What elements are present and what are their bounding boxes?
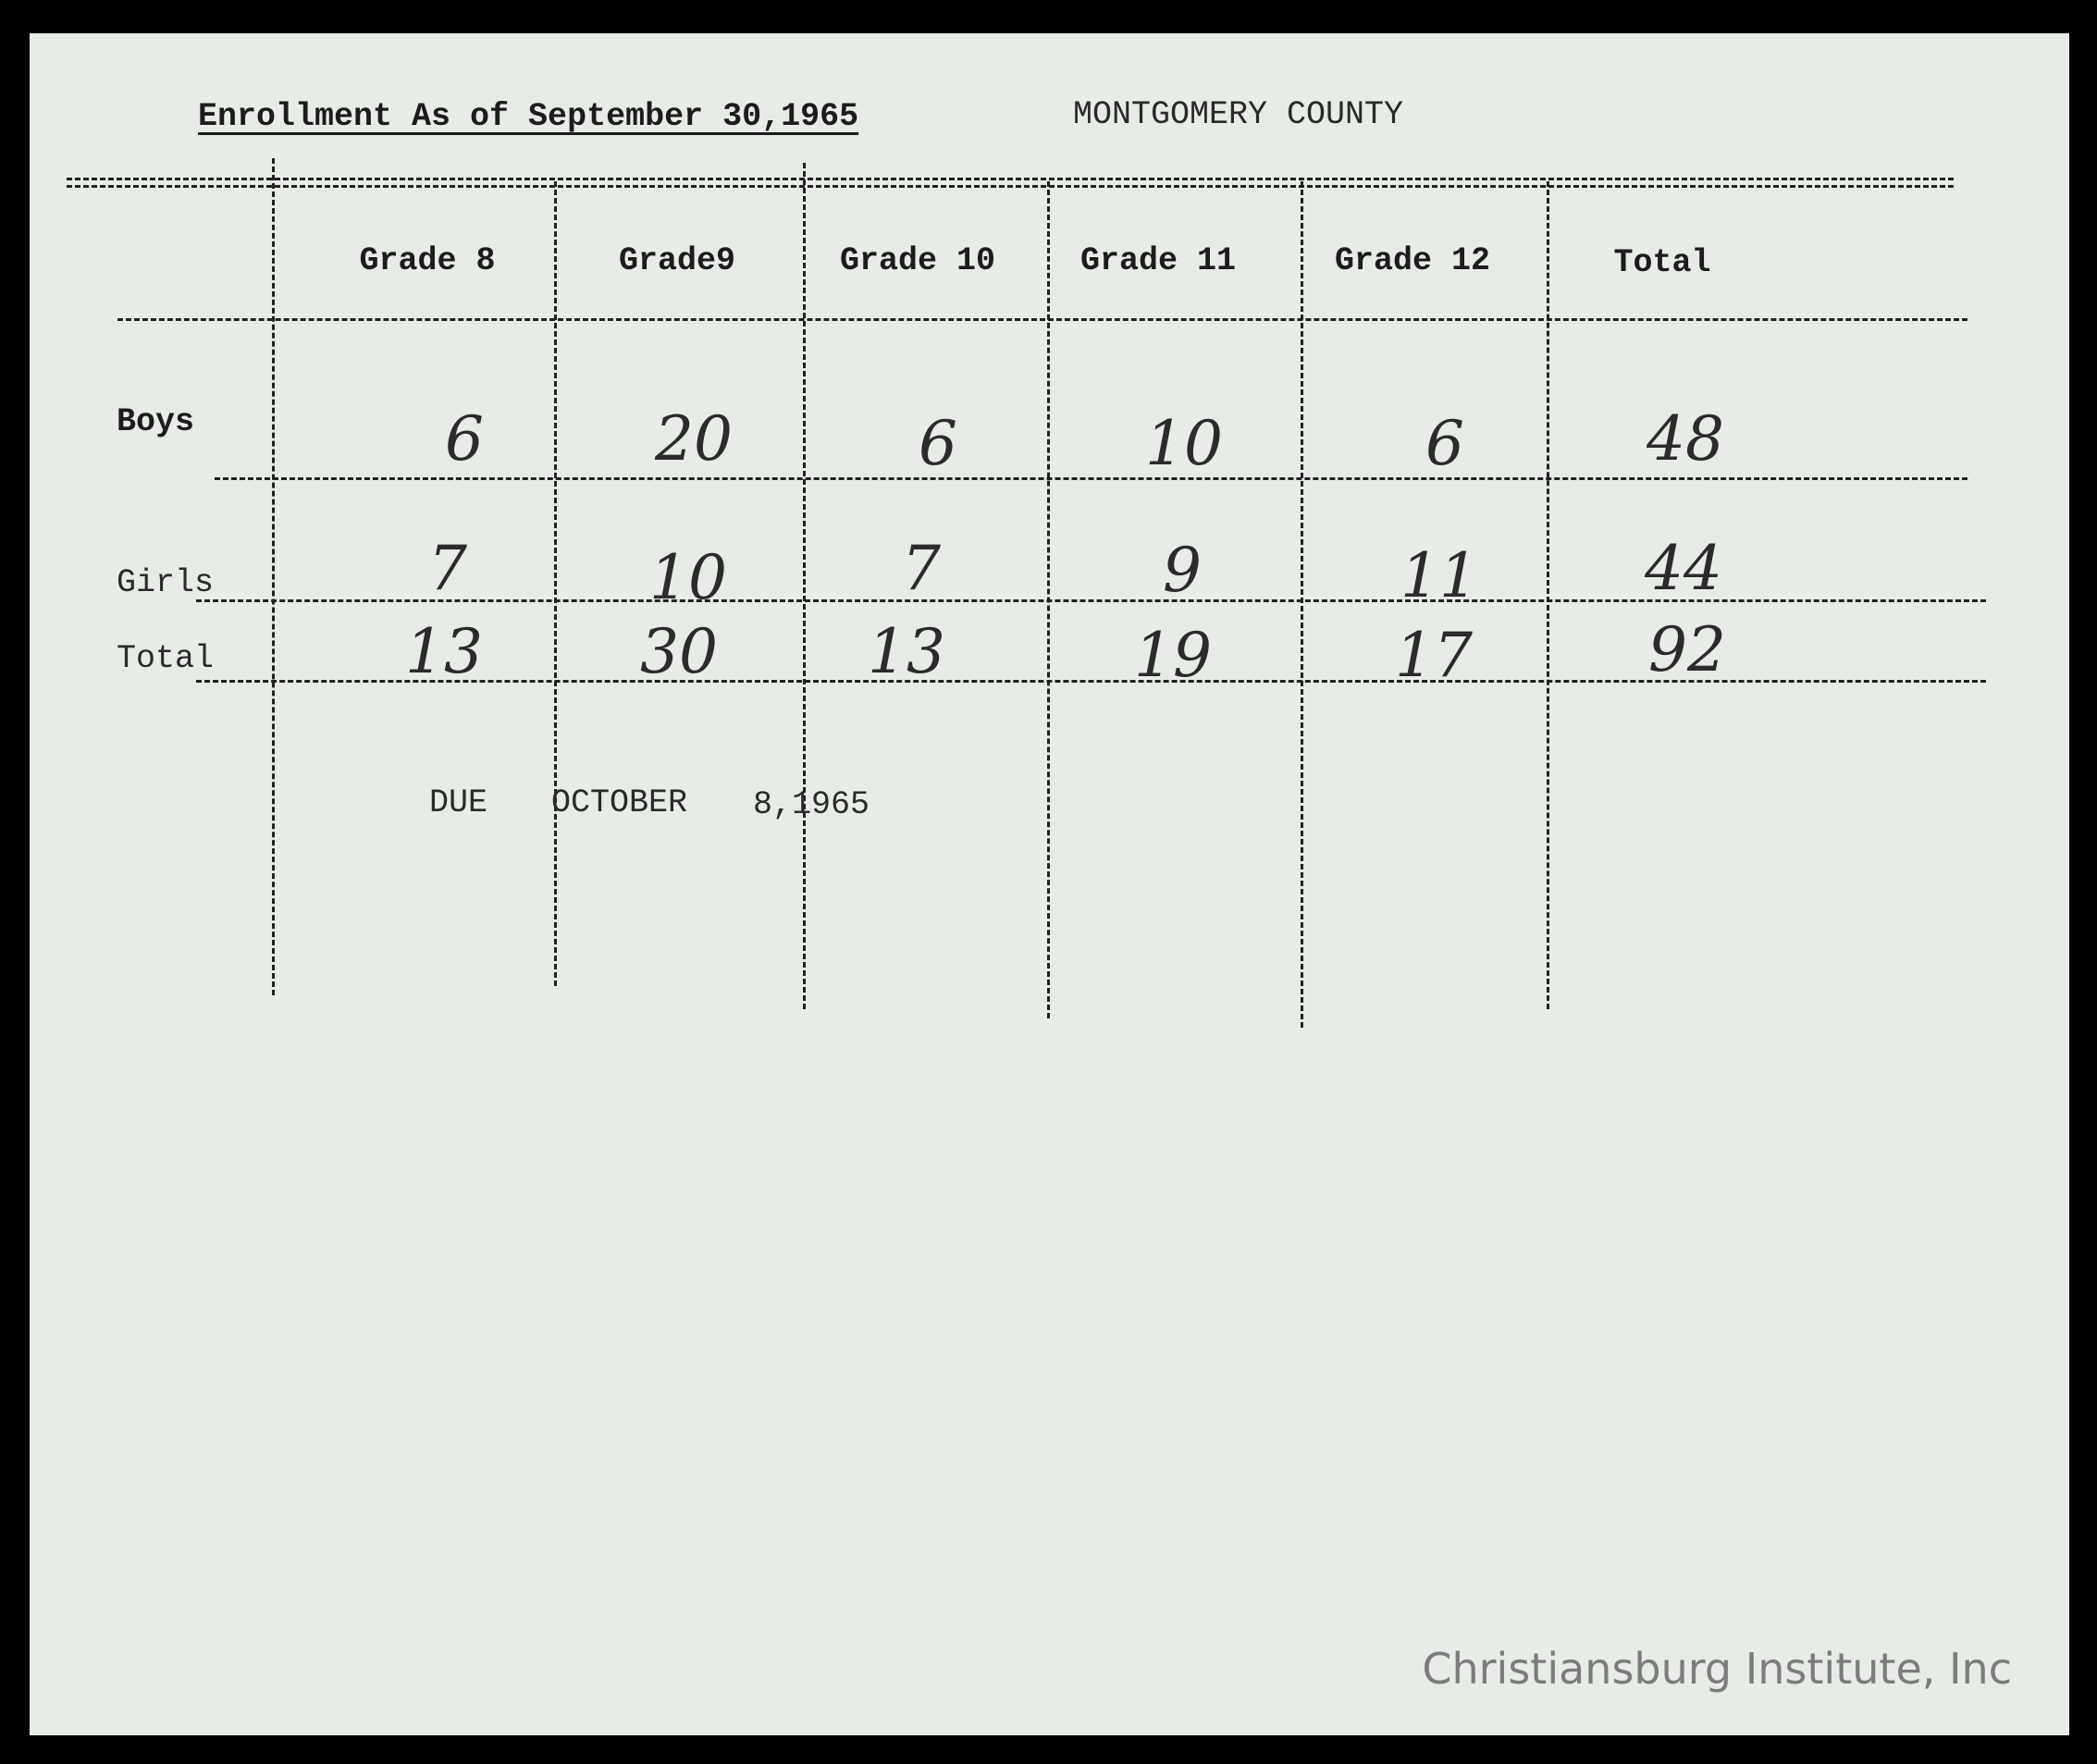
row-label-total: Total — [117, 640, 215, 677]
column-divider — [272, 158, 275, 995]
cell-girls-grade-12: 11 — [1400, 540, 1478, 611]
cell-total-grand: 92 — [1648, 614, 1726, 685]
header-rule — [117, 318, 1967, 321]
column-header-total: Total — [1613, 244, 1711, 281]
due-date: 8,1965 — [753, 786, 870, 823]
watermark: Christiansburg Institute, Inc — [1422, 1644, 2012, 1694]
column-divider — [554, 181, 557, 986]
cell-boys-grade-10: 6 — [919, 408, 957, 479]
due-label: DUE — [429, 784, 488, 821]
column-header-grade-12: Grade 12 — [1334, 242, 1491, 279]
row-rule-boys — [215, 477, 1967, 480]
double-rule-bottom — [67, 185, 1954, 188]
due-month: OCTOBER — [551, 784, 688, 821]
form-title: Enrollment As of September 30,1965 — [198, 98, 859, 135]
column-header-grade-8: Grade 8 — [359, 242, 496, 279]
cell-girls-grade-9: 10 — [649, 542, 727, 613]
row-label-boys: Boys — [117, 403, 195, 440]
cell-girls-total: 44 — [1645, 533, 1722, 604]
cell-boys-grade-8: 6 — [445, 403, 484, 475]
cell-girls-grade-10: 7 — [902, 533, 941, 604]
cell-total-grade-10: 13 — [868, 616, 945, 687]
column-header-grade-10: Grade 10 — [839, 242, 996, 279]
cell-total-grade-8: 13 — [405, 616, 483, 687]
cell-total-grade-9: 30 — [640, 616, 718, 687]
column-divider — [1547, 181, 1549, 1009]
column-divider — [803, 163, 806, 1009]
column-header-grade-9: Grade9 — [618, 242, 736, 279]
double-rule-top — [67, 178, 1954, 180]
document-sheet — [30, 33, 2069, 1735]
cell-total-grade-12: 17 — [1395, 620, 1473, 691]
county-label: MONTGOMERY COUNTY — [1073, 96, 1404, 133]
cell-boys-grade-12: 6 — [1425, 408, 1464, 479]
cell-girls-grade-8: 7 — [428, 533, 467, 604]
cell-girls-grade-11: 9 — [1163, 535, 1202, 606]
cell-boys-grade-9: 20 — [655, 403, 733, 475]
cell-boys-grade-11: 10 — [1145, 408, 1223, 479]
column-divider — [1301, 181, 1303, 1028]
cell-total-grade-11: 19 — [1134, 620, 1212, 691]
cell-boys-total: 48 — [1647, 403, 1724, 475]
column-header-grade-11: Grade 11 — [1079, 242, 1237, 279]
row-label-girls: Girls — [117, 564, 215, 601]
